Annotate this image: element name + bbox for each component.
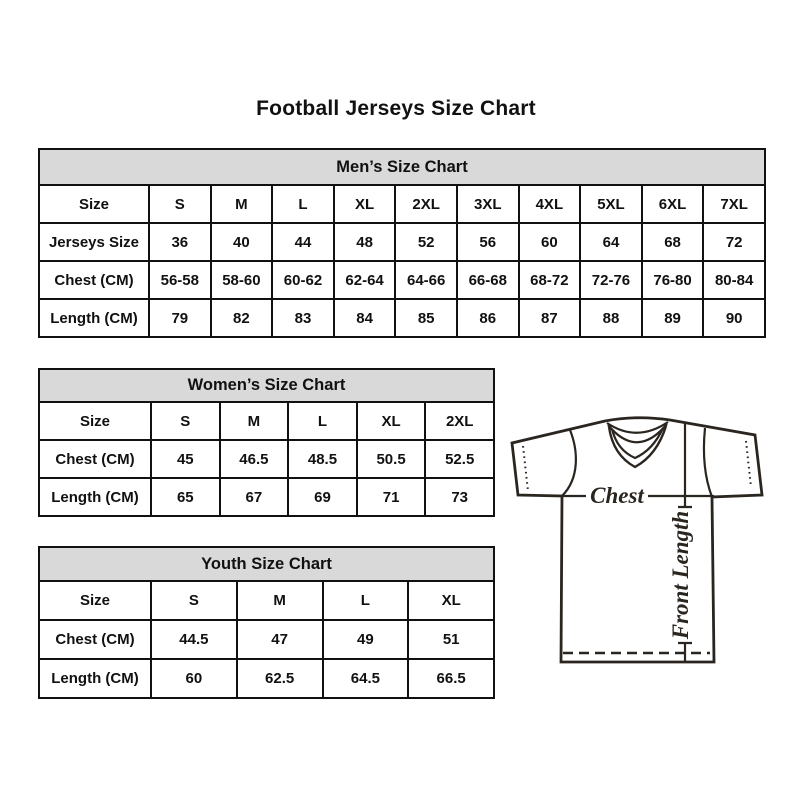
value-cell: 66-68 [457, 261, 519, 299]
value-cell: 5XL [580, 185, 642, 223]
value-cell: S [151, 581, 237, 620]
row-header-cell: Size [39, 581, 151, 620]
value-cell: 64 [580, 223, 642, 261]
value-cell: 45 [151, 440, 220, 478]
value-cell: 65 [151, 478, 220, 516]
row-header-cell: Chest (CM) [39, 261, 149, 299]
value-cell: 51 [408, 620, 494, 659]
value-cell: 52 [395, 223, 457, 261]
value-cell: L [272, 185, 334, 223]
value-cell: 52.5 [425, 440, 494, 478]
value-cell: 60 [151, 659, 237, 698]
value-cell: 67 [220, 478, 289, 516]
value-cell: 56-58 [149, 261, 211, 299]
value-cell: 62-64 [334, 261, 396, 299]
value-cell: 2XL [395, 185, 457, 223]
value-cell: 89 [642, 299, 704, 337]
mens-size-table [38, 148, 766, 338]
value-cell: 83 [272, 299, 334, 337]
row-header-cell: Size [39, 185, 149, 223]
value-cell: 36 [149, 223, 211, 261]
womens-size-table [38, 368, 495, 517]
cuff-stitch-right [746, 441, 751, 487]
value-cell: 62.5 [237, 659, 323, 698]
value-cell: XL [334, 185, 396, 223]
value-cell: 69 [288, 478, 357, 516]
value-cell: 47 [237, 620, 323, 659]
table-title: Youth Size Chart [39, 547, 494, 581]
jersey-armhole-seam-left [562, 430, 576, 496]
value-cell: 60 [519, 223, 581, 261]
value-cell: 87 [519, 299, 581, 337]
jersey-measurement-diagram [500, 408, 780, 678]
value-cell: M [220, 402, 289, 440]
value-cell: XL [408, 581, 494, 620]
value-cell: L [323, 581, 409, 620]
row-header-cell: Size [39, 402, 151, 440]
value-cell: S [151, 402, 220, 440]
table-title: Women’s Size Chart [39, 369, 494, 402]
page-title: Football Jerseys Size Chart [256, 97, 536, 120]
value-cell: 64.5 [323, 659, 409, 698]
table-title: Men’s Size Chart [39, 149, 765, 185]
value-cell: 48.5 [288, 440, 357, 478]
value-cell: 40 [211, 223, 273, 261]
value-cell: L [288, 402, 357, 440]
row-header-cell: Length (CM) [39, 299, 149, 337]
value-cell: 76-80 [642, 261, 704, 299]
value-cell: 48 [334, 223, 396, 261]
value-cell: 72 [703, 223, 765, 261]
value-cell: M [237, 581, 323, 620]
front-length-measure-label: Front Length [668, 510, 693, 640]
value-cell: 46.5 [220, 440, 289, 478]
value-cell: 88 [580, 299, 642, 337]
value-cell: 68 [642, 223, 704, 261]
value-cell: 80-84 [703, 261, 765, 299]
value-cell: 85 [395, 299, 457, 337]
jersey-diagram-svg [500, 408, 780, 678]
value-cell: 3XL [457, 185, 519, 223]
value-cell: XL [357, 402, 426, 440]
value-cell: 84 [334, 299, 396, 337]
value-cell: S [149, 185, 211, 223]
youth-size-table [38, 546, 495, 699]
value-cell: 44 [272, 223, 334, 261]
value-cell: 82 [211, 299, 273, 337]
chest-measure-label: Chest [590, 483, 644, 508]
jersey-outline [512, 418, 762, 662]
value-cell: 4XL [519, 185, 581, 223]
value-cell: 72-76 [580, 261, 642, 299]
row-header-cell: Length (CM) [39, 478, 151, 516]
value-cell: 60-62 [272, 261, 334, 299]
value-cell: 2XL [425, 402, 494, 440]
row-header-cell: Length (CM) [39, 659, 151, 698]
row-header-cell: Chest (CM) [39, 620, 151, 659]
value-cell: 66.5 [408, 659, 494, 698]
cuff-stitch-left [523, 446, 528, 491]
value-cell: 71 [357, 478, 426, 516]
row-header-cell: Chest (CM) [39, 440, 151, 478]
value-cell: 50.5 [357, 440, 426, 478]
value-cell: 6XL [642, 185, 704, 223]
value-cell: 79 [149, 299, 211, 337]
value-cell: 49 [323, 620, 409, 659]
value-cell: 86 [457, 299, 519, 337]
value-cell: 90 [703, 299, 765, 337]
row-header-cell: Jerseys Size [39, 223, 149, 261]
value-cell: M [211, 185, 273, 223]
value-cell: 58-60 [211, 261, 273, 299]
value-cell: 7XL [703, 185, 765, 223]
value-cell: 56 [457, 223, 519, 261]
value-cell: 68-72 [519, 261, 581, 299]
jersey-armhole-seam-right [704, 428, 712, 497]
value-cell: 44.5 [151, 620, 237, 659]
value-cell: 73 [425, 478, 494, 516]
value-cell: 64-66 [395, 261, 457, 299]
